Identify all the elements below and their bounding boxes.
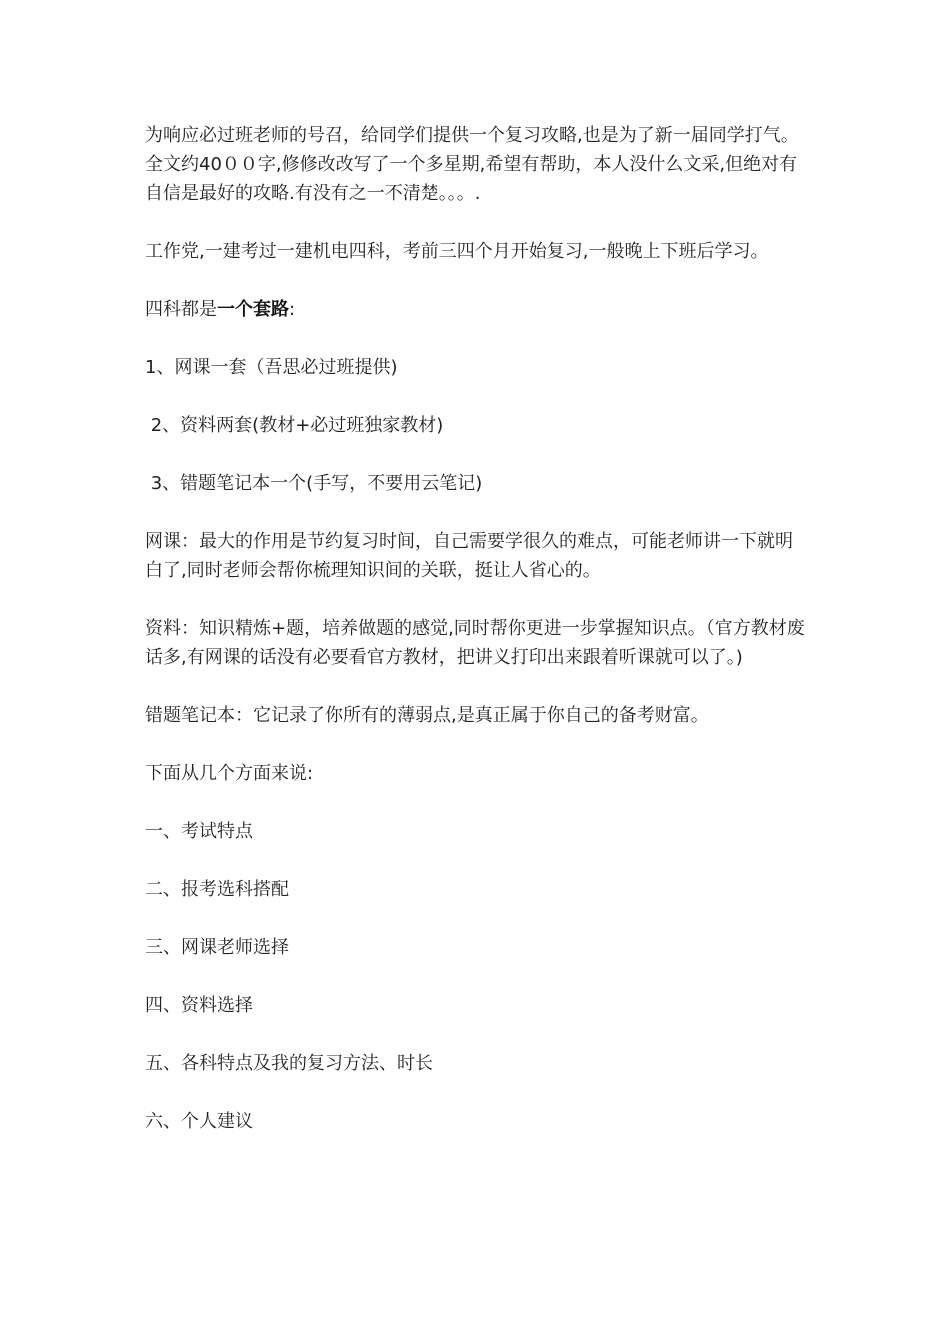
routine-bold-text: 一个套路 (217, 299, 289, 320)
list-item: 1、网课一套（吾思必过班提供) (145, 357, 398, 378)
list-item: 2、资料两套(教材+必过班独家教材) (145, 415, 444, 436)
intro-paragraph: 为响应必过班老师的号召，给同学们提供一个复习攻略,也是为了新一届同学打气。全文约40００字,修修改改写了一个多星期,希望有帮助，本人没什么文采,但绝对有自信是最好的攻略.有没有之一不清楚。。。. (145, 125, 799, 204)
online-course-paragraph: 网课：最大的作用是节约复习时间，自己需要学很久的难点，可能老师讲一下就明白了,同时老师会帮你梳理知识间的关联，挺让人省心的。 (145, 531, 793, 581)
aspect-item: 六、个人建议 (145, 1111, 253, 1132)
routine-suffix: : (289, 299, 296, 320)
background-paragraph: 工作党,一建考过一建机电四科，考前三四个月开始复习,一般晚上下班后学习。 (145, 241, 769, 262)
aspect-item: 三、网课老师选择 (145, 937, 289, 958)
list-item: 3、错题笔记本一个(手写，不要用云笔记) (145, 473, 483, 494)
document-body (145, 121, 810, 1165)
aspect-item: 五、各科特点及我的复习方法、时长 (145, 1053, 433, 1074)
notebook-paragraph: 错题笔记本：它记录了你所有的薄弱点,是真正属于你自己的备考财富。 (145, 705, 709, 726)
routine-paragraph (145, 295, 810, 324)
aspect-item: 四、资料选择 (145, 995, 253, 1016)
aspect-item: 二、报考选科搭配 (145, 879, 289, 900)
aspect-item: 一、考试特点 (145, 821, 253, 842)
aspects-intro: 下面从几个方面来说: (145, 763, 314, 784)
materials-paragraph: 资料：知识精炼+题，培养做题的感觉,同时帮你更进一步掌握知识点。（官方教材废话多,有网课的话没有必要看官方教材，把讲义打印出来跟着听课就可以了。) (145, 618, 805, 668)
routine-prefix: 四科都是 (145, 299, 217, 320)
